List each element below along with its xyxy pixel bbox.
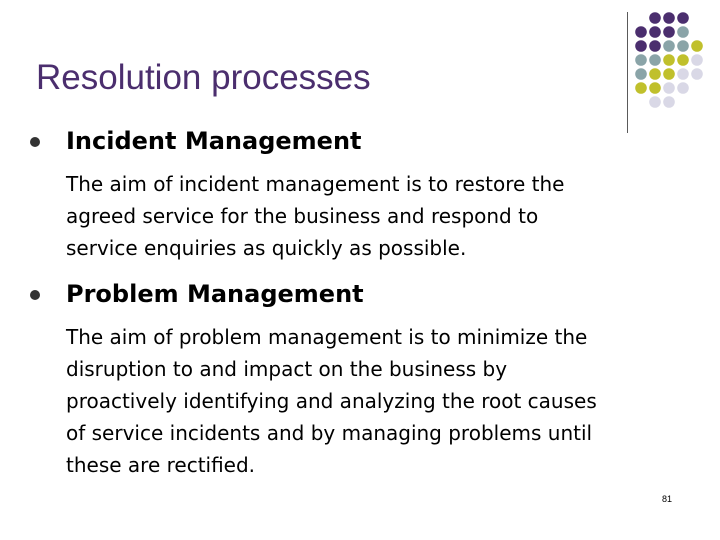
decorative-dot [677, 68, 689, 80]
decorative-dot [649, 12, 661, 24]
decorative-dot [677, 12, 689, 24]
decorative-dot [649, 82, 661, 94]
decorative-dot [635, 40, 647, 52]
decorative-dot [663, 12, 675, 24]
decorative-dot [635, 82, 647, 94]
slide-title: Resolution processes [36, 58, 371, 97]
decorative-dot [663, 40, 675, 52]
decorative-dot [663, 96, 675, 108]
decorative-dot [663, 68, 675, 80]
decorative-dot [663, 54, 675, 66]
decorative-dot [635, 54, 647, 66]
decorative-dot [677, 40, 689, 52]
decorative-dot [663, 26, 675, 38]
decorative-dot [677, 54, 689, 66]
decorative-dot [677, 82, 689, 94]
decorative-dot [649, 68, 661, 80]
decorative-dot [649, 96, 661, 108]
decorative-dot [635, 68, 647, 80]
decorative-dot [649, 26, 661, 38]
bullet-icon [30, 290, 40, 300]
decorative-dot [635, 26, 647, 38]
incident-management-text: The aim of incident management is to restore the agreed service for the business and respond to service enquiries as quickly as possible. [66, 172, 565, 260]
problem-management-text: The aim of problem management is to minimize the disruption to and impact on the business by proactively identifying and analyzing the root causes of service incidents and by managing problems until these are rectified. [66, 325, 597, 477]
incident-management-heading: Incident Management [66, 127, 362, 155]
decorative-dot [691, 40, 703, 52]
bullet-icon [30, 137, 40, 147]
decorative-dot [663, 82, 675, 94]
decorative-dot [677, 26, 689, 38]
decorative-dot-grid [0, 0, 720, 140]
decorative-dot [649, 54, 661, 66]
decorative-dot [691, 68, 703, 80]
decorative-dot [649, 40, 661, 52]
decorative-dot [691, 54, 703, 66]
problem-management-heading: Problem Management [66, 280, 364, 308]
page-number: 81 [662, 494, 673, 504]
